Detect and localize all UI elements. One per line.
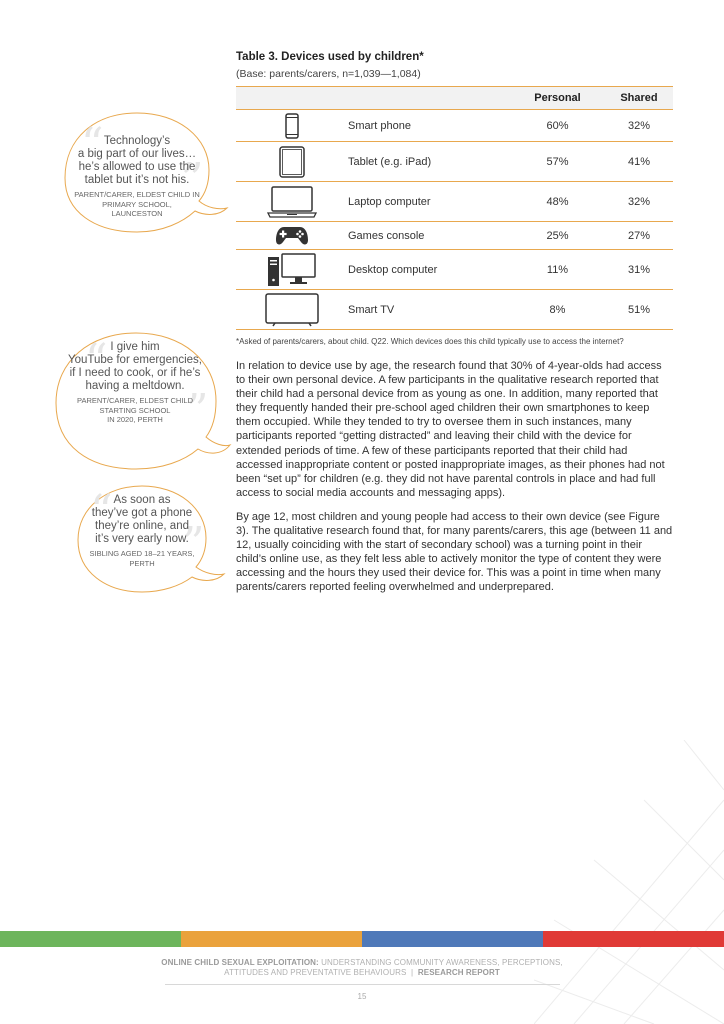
footer-report-title: [100, 958, 624, 978]
attribution-line: LAUNCESTON: [111, 209, 163, 218]
icon-cell: [236, 182, 348, 222]
table-header-row: [236, 87, 673, 110]
smartphone-icon: [285, 113, 299, 139]
table-base-note: (Base: parents/carers, n=1,039—1,084): [236, 68, 421, 80]
quote-attribution: [55, 190, 219, 219]
personal-value: 8%: [510, 290, 605, 330]
icon-column-header: [236, 87, 348, 110]
shared-value: 31%: [605, 250, 673, 290]
table-row: [236, 110, 673, 142]
personal-value: 11%: [510, 250, 605, 290]
device-column-header: [348, 87, 510, 110]
footer-title-line2: ATTITUDES AND PREVENTATIVE BEHAVIOURS: [224, 968, 407, 977]
table-row: [236, 290, 673, 330]
device-name: Smart phone: [348, 110, 510, 142]
color-bar-blue: [362, 931, 543, 947]
footer-divider: [165, 984, 560, 985]
quote-text: [70, 494, 214, 546]
icon-cell: [236, 290, 348, 330]
open-quote-mark-icon: “: [90, 486, 113, 537]
table-footnote: *Asked of parents/carers, about child. Q22. Which devices does this child typically use to access the internet?: [236, 337, 624, 346]
icon-cell: [236, 110, 348, 142]
footer-title-bold: ONLINE CHILD SEXUAL EXPLOITATION:: [161, 958, 319, 967]
device-name: Laptop computer: [348, 182, 510, 222]
shared-value: 41%: [605, 142, 673, 182]
devices-table: [236, 86, 673, 330]
table-row: [236, 182, 673, 222]
personal-column-header: Personal: [534, 92, 581, 104]
device-name: Tablet (e.g. iPad): [348, 142, 510, 182]
close-quote-mark-icon: ”: [181, 154, 204, 205]
attribution-line: PARENT/CARER, ELDEST CHILD IN: [74, 190, 200, 199]
open-quote-mark-icon: “: [85, 335, 108, 386]
laptop-icon: [267, 186, 317, 218]
table-row: [236, 142, 673, 182]
quote-line: As soon as: [113, 494, 171, 506]
decorative-line-pattern: [534, 740, 724, 1024]
table-row: [236, 222, 673, 250]
color-bar-orange: [181, 931, 362, 947]
quote-attribution: [70, 549, 214, 568]
page-number: 15: [357, 992, 367, 1001]
personal-value: 25%: [510, 222, 605, 250]
attribution-line: IN 2020, PERTH: [107, 415, 163, 424]
shared-column-header: Shared: [620, 92, 658, 104]
quote-content: [44, 335, 226, 425]
icon-cell: [236, 222, 348, 250]
quote-line: tablet but it’s not his.: [84, 174, 190, 186]
quote-line: a big part of our lives…: [77, 148, 197, 160]
quote-bubble: [55, 108, 235, 238]
quote-text: [44, 335, 226, 393]
icon-cell: [236, 250, 348, 290]
quote-content: [55, 135, 219, 219]
color-bar-green: [0, 931, 181, 947]
device-name: Smart TV: [348, 290, 510, 330]
quote-line: if I need to cook, or if he’s: [69, 367, 201, 379]
quote-line: it’s very early now.: [95, 533, 189, 545]
device-name: Desktop computer: [348, 250, 510, 290]
quote-text: [55, 135, 219, 187]
color-bar-red: [543, 931, 724, 947]
quote-line: Technology’s: [103, 135, 171, 147]
device-name: Games console: [348, 222, 510, 250]
personal-value: 48%: [510, 182, 605, 222]
attribution-line: PRIMARY SCHOOL,: [102, 199, 172, 209]
open-quote-mark-icon: “: [81, 119, 104, 170]
body-text: [236, 359, 673, 605]
quote-line: they’ve got a phone: [91, 507, 193, 519]
attribution-line: SIBLING AGED 18–21 YEARS,: [89, 549, 195, 558]
quote-bubble: [44, 325, 234, 475]
attribution-line: STARTING SCHOOL: [99, 405, 171, 415]
shared-value: 51%: [605, 290, 673, 330]
table-row: [236, 250, 673, 290]
shared-value: 32%: [605, 182, 673, 222]
quote-bubble: [70, 482, 230, 594]
smart-tv-icon: [265, 293, 319, 327]
close-quote-mark-icon: ”: [182, 518, 205, 569]
quote-line: I give him: [110, 341, 160, 353]
paragraph: In relation to device use by age, the research found that 30% of 4-year-olds had access to their own personal device. A few participants in the qualitative research reported that their child had a personal device from as young as one. In addition, many reported that they frequently handed their pre-school aged children their own smartphones to keep them occupied. While they tended to try to oversee them in such instances, many participants reported “getting distracted” and leaving their child with the device for extended periods of time. A few of these participants reported that their child had accessed inappropriate content or posted inappropriate images, as their phones had not been “set up” for children (e.g. they did not have parental controls in place and had full access to social media accounts and messaging apps).: [236, 360, 665, 499]
footer-title-rest: UNDERSTANDING COMMUNITY AWARENESS, PERCEPTIONS,: [318, 958, 563, 967]
quote-line: they’re online, and: [95, 520, 189, 532]
icon-cell: [236, 142, 348, 182]
attribution-line: PERTH: [129, 558, 155, 568]
paragraph: By age 12, most children and young people had access to their own device (see Figure 3). The qualitative research found that, for many parents/carers, this age (between 11 and 12, usually coinciding with the start of secondary school) was a turning point in their child’s online use, as they felt less able to actively monitor the type of content they were accessing and the hours they used their device for. This was a point in time when many parents/carers reported feeling overwhelmed and underprepared.: [236, 510, 673, 594]
desktop-computer-icon: [267, 253, 317, 287]
table-title: Table 3. Devices used by children*: [236, 51, 424, 63]
quote-line: he’s allowed to use the: [78, 161, 196, 173]
footer-report-label: RESEARCH REPORT: [417, 968, 500, 977]
quote-attribution: [44, 396, 226, 425]
quote-line: having a meltdown.: [85, 380, 185, 392]
shared-value: 27%: [605, 222, 673, 250]
quote-line: YouTube for emergencies,: [67, 354, 203, 366]
devices-table-block: [236, 50, 673, 330]
tablet-icon: [279, 146, 305, 178]
quote-content: [70, 494, 214, 568]
gamepad-icon: [275, 225, 309, 247]
footer-separator: |: [411, 968, 414, 977]
personal-value: 57%: [510, 142, 605, 182]
close-quote-mark-icon: ”: [186, 385, 209, 436]
attribution-line: PARENT/CARER, ELDEST CHILD: [77, 396, 193, 405]
shared-value: 32%: [605, 110, 673, 142]
personal-value: 60%: [510, 110, 605, 142]
